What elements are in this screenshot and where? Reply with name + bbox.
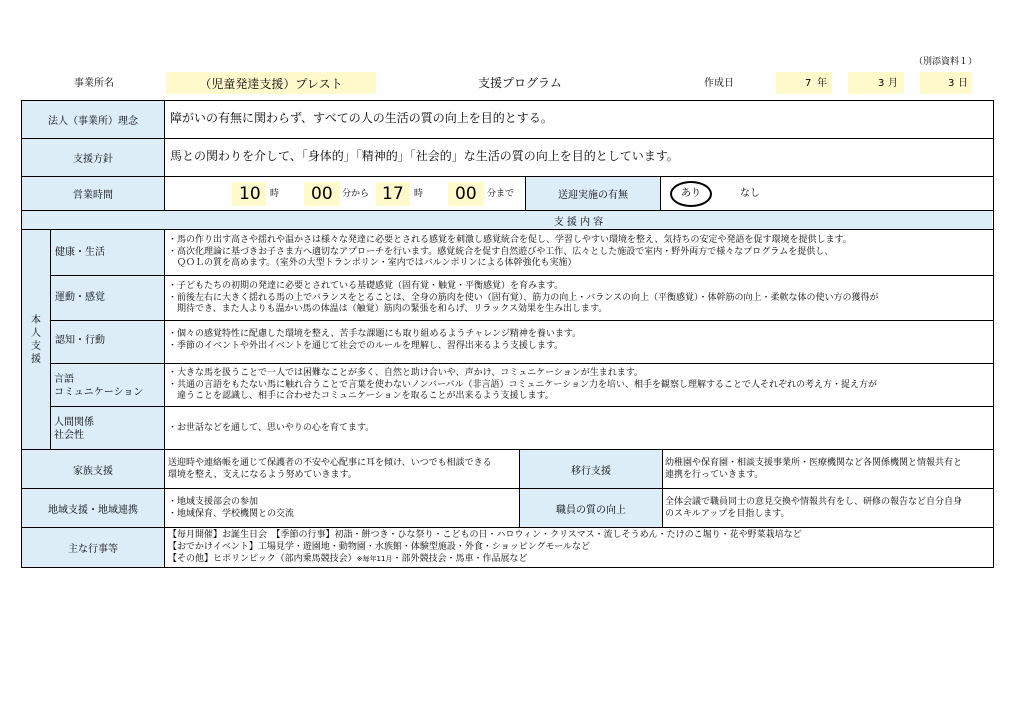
events-line-3-rest: ・部外競技会・馬車・作品展など <box>392 554 528 564</box>
day-value: 3 <box>948 78 955 89</box>
row-text-health: ・馬の作り出す高さや揺れや温かさは様々な発達に必要とされる感覚を刺激し感覚統合を促し、学習しやすい環境を整え、気持ちの安定や発語を促す環境を提供します。 ・高次化理論に基づきお子さま方へ適切なアプローチを行います。感覚統合を促す自然遊びや工作、広々とした施設で室内・野外両方で様々なプログラムを提供し、 ＱＯＬの質を高めます。（室外の大型トランポリン・室内ではバルンポリンによる体幹強化も実施） <box>168 235 852 268</box>
events-line-2: 【おでかけイベント】工場見学・遊園地・動物園・水族館・体験型施設・外食・ショッピングモールなど <box>168 542 591 552</box>
hours-label: 営業時間 <box>73 190 113 201</box>
transition-label: 移行支援 <box>571 465 611 477</box>
start-min: 00 <box>311 184 333 204</box>
program-title: 支援プログラム <box>478 76 562 90</box>
date-label: 作成日 <box>704 78 734 89</box>
row-text-cognition: ・個々の感覚特性に配慮した環境を整え、苦手な課題にも取り組めるようチャレンジ精神を養います。 ・季節のイベントや外出イベントを通じて社会でのルールを理解し、習得出来るよう支援します。 <box>168 329 582 351</box>
events-line-3 <box>168 555 527 564</box>
start-hour: 10 <box>239 184 261 204</box>
community-label: 地域支援・地域連携 <box>48 504 138 516</box>
row-text-social: ・お世話などを通して、思いやりの心を育てます。 <box>168 423 375 433</box>
row-label-communication: 言語 コミュニケーション <box>54 374 144 398</box>
hour-unit-1: 時 <box>270 189 280 199</box>
events-line-1: 【毎月開催】お誕生日会 【季節の行事】初詣・餅つき・ひな祭り・こどもの日・ハロウィン・クリスマス・流しそうめん・たけのこ堀り・花や野菜栽培など <box>168 530 802 540</box>
end-hour: 17 <box>382 184 404 204</box>
attachment-label: （別添資料１） <box>914 57 978 67</box>
self-support-group <box>22 230 50 449</box>
row-label-cognition: 認知・行動 <box>55 335 105 346</box>
events-line-3-main: 【その他】ヒポリンピック（部内乗馬競技会） <box>168 554 357 564</box>
events-label: 主な行事等 <box>68 544 118 555</box>
row-text-motor: ・子どもたちの初期の発達に必要とされている基礎感覚（固有覚・触覚・平衡感覚）を育みます。 ・前後左右に大きく揺れる馬の上でバランスをとることは、全身の筋肉を使い（固有覚）、筋力の向上・バランスの向上（平衡感覚）・体幹筋の向上・柔軟な体の使い方の獲得が 期待でき、また人よりも温かい馬の体温は（触覚）筋肉の緊張を和らげ、リラックス効果を生み出します。 <box>168 281 879 314</box>
end-min: 00 <box>455 184 477 204</box>
row-label-health: 健康・生活 <box>55 247 105 258</box>
month-unit: 月 <box>888 78 898 89</box>
office-name: （児童発達支援）プレスト <box>166 72 376 94</box>
community-text: ・地域支援部会の参加 ・地域保育、学校機関との交流 <box>168 497 295 519</box>
staff-label: 職員の質の向上 <box>556 504 626 516</box>
transport-label: 送迎実施の有無 <box>558 190 628 201</box>
hour-unit-2: 時 <box>414 189 424 199</box>
staff-text: 全体会議で職員同士の意見交換や情報共有をし、研修の報告など自分自身 のスキルアップを目指します。 <box>665 497 963 519</box>
transition-text: 幼稚園や保育園・相談支援事業所・医療機関など各関係機関と情報共有と 連携を行っていきます。 <box>665 458 963 480</box>
row-label-social: 人間関係 社会性 <box>54 417 94 441</box>
policy-text: 馬との関わりを介して、「身体的」「精神的」「社会的」な生活の質の向上を目的としています。 <box>170 149 679 163</box>
support-header: 支 援 内 容 <box>553 216 604 228</box>
family-label: 家族支援 <box>73 465 113 477</box>
row-text-communication: ・大きな馬を扱うことで一人では困難なことが多く、自然と助け合いや、声かけ、コミュニケーションが生まれます。 ・共通の言語をもたない馬に触れ合うことで言葉を使わないノンバーバル（非言語）コミュニケーション力を培い、相手を観察し理解することで人それぞれの考え方・捉え方が 違うことを認識し、相手に合わせたコミュニケーションを取ることが出来るよう支援します。 <box>168 368 878 401</box>
row-label-motor: 運動・感覚 <box>55 292 105 303</box>
month-value: 3 <box>878 78 885 89</box>
events-line-3-note: ※毎年11月 <box>356 555 393 563</box>
family-text: 送迎時や連絡帳を通じて保護者の不安や心配事に耳を傾け、いつでも相談できる 環境を整え、支えになるよう努めていきます。 <box>168 458 492 480</box>
year-unit: 年 <box>817 78 827 89</box>
transport-no: なし <box>740 188 760 199</box>
self-support-label: 本人支援 <box>31 314 41 365</box>
min-until: 分まで <box>487 189 515 199</box>
year-value: 7 <box>805 78 812 89</box>
philosophy-text: 障がいの有無に関わらず、すべての人の生活の質の向上を目的とする。 <box>170 111 553 125</box>
min-from: 分から <box>342 189 370 199</box>
transport-yes: あり <box>681 188 701 199</box>
philosophy-label: 法人（事業所）理念 <box>48 116 138 127</box>
day-unit: 日 <box>958 78 968 89</box>
policy-label: 支援方針 <box>73 154 113 165</box>
office-label: 事業所名 <box>74 78 114 89</box>
